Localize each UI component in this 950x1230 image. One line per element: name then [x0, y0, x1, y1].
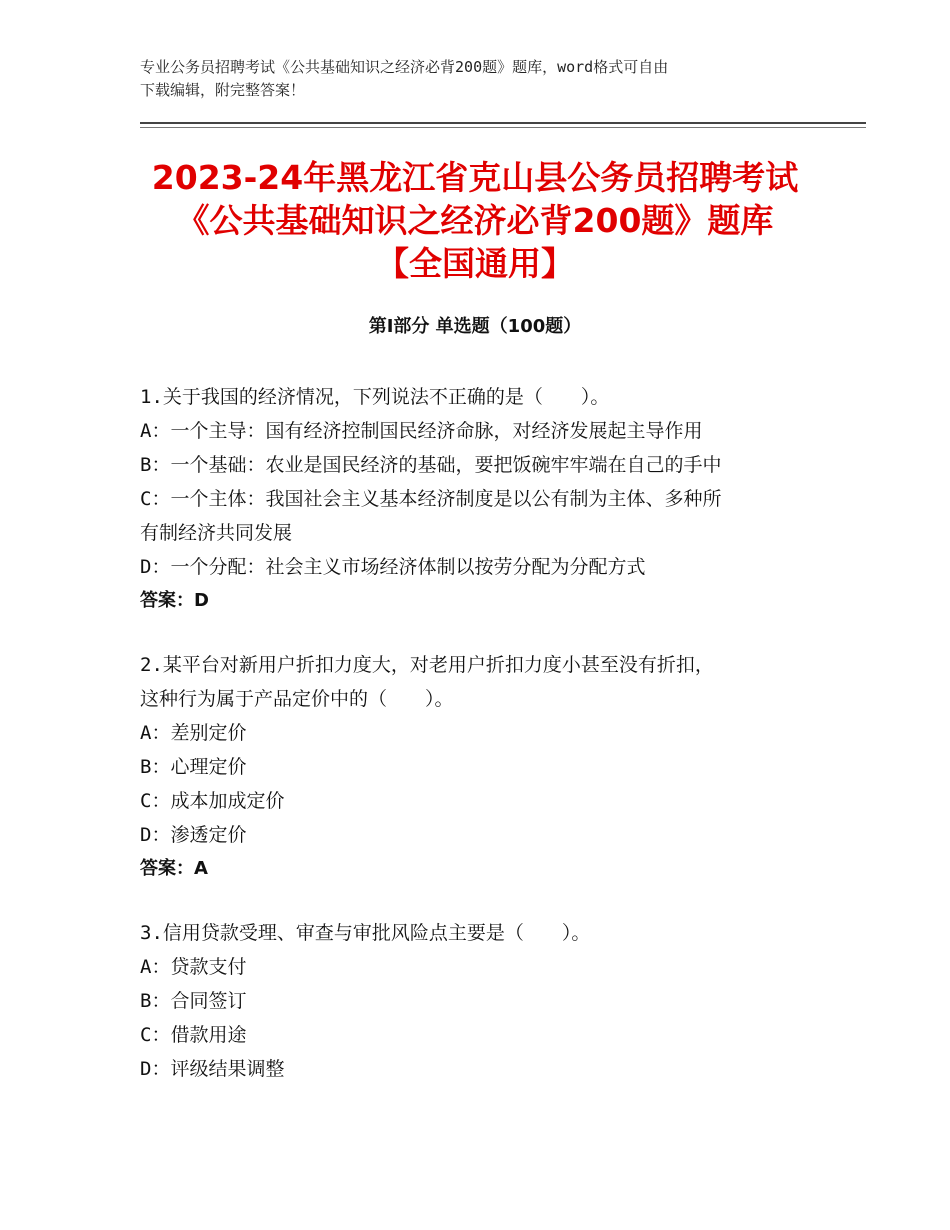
option-b: B：合同签订 [140, 990, 247, 1012]
option-c-continued: 有制经济共同发展 [140, 522, 293, 544]
title-line-1: 2023-24年黑龙江省克山县公务员招聘考试 [151, 158, 799, 197]
title-line-3: 【全国通用】 [376, 244, 574, 283]
header-note-line-2: 下载编辑，附完整答案！ [140, 81, 306, 99]
header-divider-thin [140, 127, 866, 128]
question-stem: 2.某平台对新用户折扣力度大，对老用户折扣力度小甚至没有折扣， [140, 654, 714, 676]
question-1 [140, 380, 820, 618]
header-note-line-1: 专业公务员招聘考试《公共基础知识之经济必背200题》题库，word格式可自由 [140, 58, 669, 76]
option-a: A：一个主导：国有经济控制国民经济命脉，对经济发展起主导作用 [140, 420, 703, 442]
option-b: B：心理定价 [140, 756, 247, 778]
section-heading: 第Ⅰ部分 单选题（100题） [368, 316, 582, 337]
header-divider-thick [140, 122, 866, 124]
question-stem-continued: 这种行为属于产品定价中的（ ）。 [140, 688, 454, 710]
answer: 答案：D [140, 590, 209, 611]
option-d: D：评级结果调整 [140, 1058, 285, 1080]
option-d: D：一个分配：社会主义市场经济体制以按劳分配为分配方式 [140, 556, 646, 578]
option-c: C：成本加成定价 [140, 790, 285, 812]
option-a: A：贷款支付 [140, 956, 247, 978]
option-c: C：一个主体：我国社会主义基本经济制度是以公有制为主体、多种所 [140, 488, 722, 510]
question-stem: 3.信用贷款受理、审查与审批风险点主要是（ ）。 [140, 922, 591, 944]
option-b: B：一个基础：农业是国民经济的基础，要把饭碗牢牢端在自己的手中 [140, 454, 722, 476]
option-d: D：渗透定价 [140, 824, 247, 846]
option-a: A：差别定价 [140, 722, 247, 744]
question-stem: 1.关于我国的经济情况，下列说法不正确的是（ ）。 [140, 386, 610, 408]
question-list [140, 380, 820, 1116]
header-note [140, 56, 830, 102]
question-3 [140, 916, 820, 1086]
option-c: C：借款用途 [140, 1024, 247, 1046]
title-line-2: 《公共基础知识之经济必背200题》题库 [176, 201, 774, 240]
answer: 答案：A [140, 858, 208, 879]
question-2 [140, 648, 820, 886]
document-title [100, 156, 850, 285]
